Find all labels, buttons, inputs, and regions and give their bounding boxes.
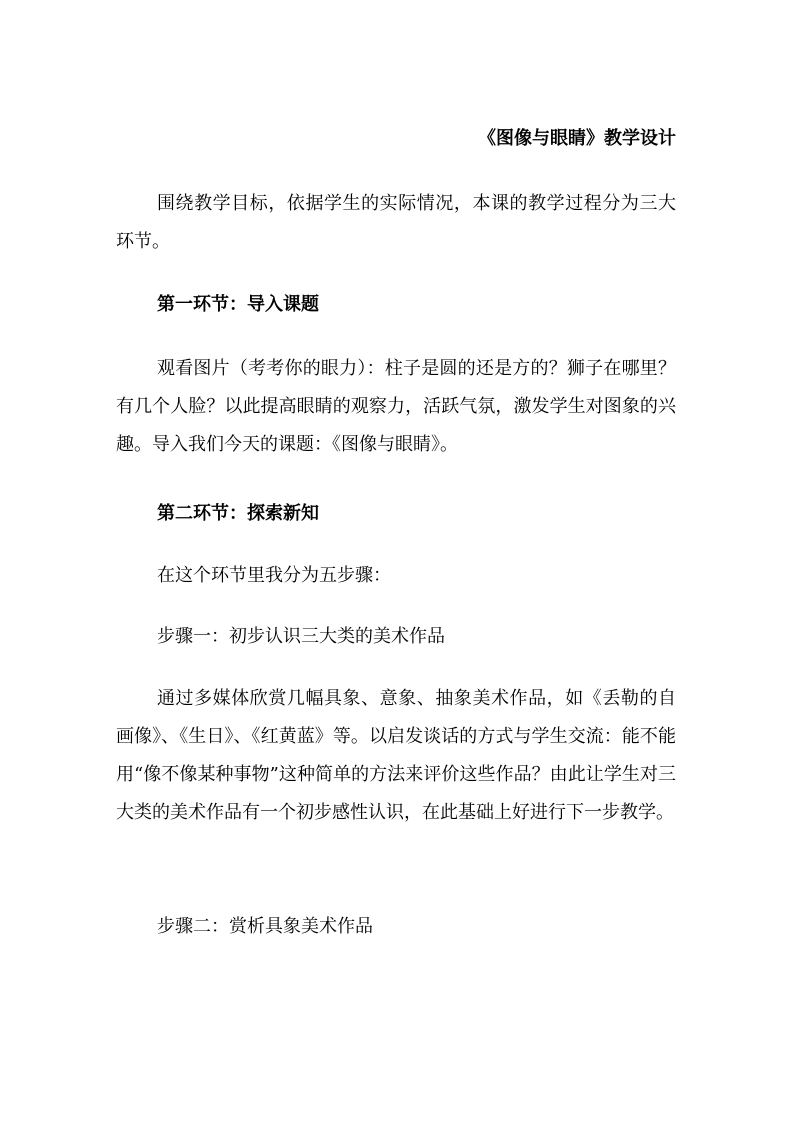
document-title: 《图像与眼睛》教学设计: [478, 128, 676, 149]
section1-paragraph: 观看图片（考考你的眼力）：柱子是圆的还是方的？狮子在哪里？有几个人脸？以此提高眼睛的观察力，活跃气氛，激发学生对图象的兴趣。导入我们今天的课题：《图像与眼睛》。: [116, 358, 676, 455]
step2-title: 步骤二：赏析具象美术作品: [157, 916, 373, 937]
section2-heading: 第二环节：探索新知: [157, 503, 319, 524]
section2-intro: 在这个环节里我分为五步骤：: [157, 565, 391, 586]
step1-title: 步骤一：初步认识三大类的美术作品: [157, 626, 445, 647]
step1-paragraph: 通过多媒体欣赏几幅具象、意象、抽象美术作品，如《丢勒的自画像》、《生日》、《红黄蓝》等。以启发谈话的方式与学生交流：能不能用“像不像某种事物”这种简单的方法来评价这些作品？由此让学生对三大类的美术作品有一个初步感性认识，在此基础上好进行下一步教学。: [116, 688, 676, 823]
intro-paragraph: 围绕教学目标，依据学生的实际情况，本课的教学过程分为三大环节。: [116, 193, 676, 252]
section1-heading: 第一环节：导入课题: [157, 294, 319, 315]
